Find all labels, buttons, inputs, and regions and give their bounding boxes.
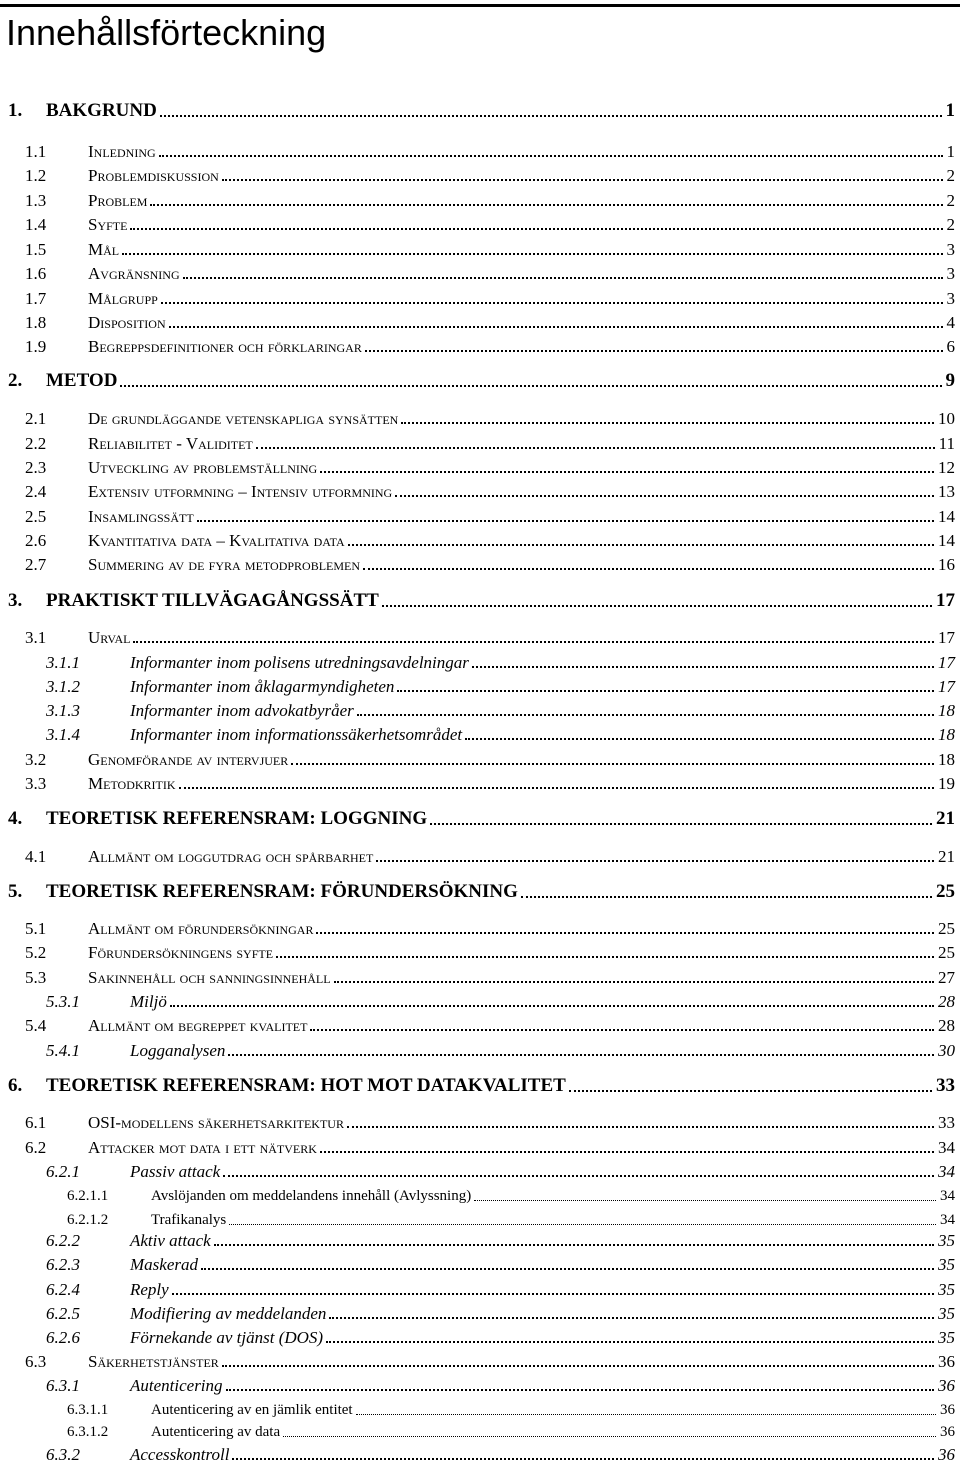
- toc-dot-leader: [397, 690, 934, 692]
- toc-entry-page: 19: [935, 775, 955, 792]
- toc-dot-leader: [334, 981, 934, 983]
- toc-dot-leader: [133, 641, 934, 643]
- top-rule: [0, 4, 960, 7]
- toc-entry[interactable]: [0, 238, 960, 260]
- toc-entry[interactable]: [0, 699, 960, 721]
- toc-entry[interactable]: [0, 626, 960, 648]
- toc-entry-page: 13: [935, 483, 955, 500]
- toc-dot-leader: [465, 738, 934, 740]
- toc-entry-page: 4: [944, 314, 956, 331]
- toc-entry-title: Aktiv attack: [130, 1231, 211, 1250]
- toc-entry-title: TEORETISK REFERENSRAM: HOT MOT DATAKVALITET: [46, 1075, 566, 1096]
- toc-entry-page: 1: [944, 143, 956, 160]
- toc-entry[interactable]: [0, 772, 960, 794]
- toc-entry-number: 5.3: [25, 968, 47, 987]
- toc-entry-title: Trafikanalys: [151, 1212, 227, 1228]
- toc-entry-number: 3.1.2: [46, 677, 80, 696]
- toc-entry[interactable]: [0, 845, 960, 867]
- toc-entry-page: 3: [944, 241, 956, 258]
- toc-entry-title: Kvantitativa data – Kvalitativa data: [88, 531, 345, 550]
- toc-entry-page: 6: [944, 338, 956, 355]
- toc-entry-page: 11: [936, 435, 955, 452]
- toc-entry-page: 34: [937, 1189, 955, 1204]
- toc-dot-leader: [326, 1341, 934, 1343]
- toc-entry-page: 1: [943, 101, 956, 120]
- toc-entry-page: 35: [935, 1329, 955, 1346]
- toc-entry[interactable]: [0, 1443, 960, 1465]
- toc-entry-title: Syfte: [88, 215, 128, 234]
- toc-dot-leader: [320, 471, 934, 473]
- toc-entry-number: 2.: [8, 370, 23, 391]
- toc-entry-number: 1.7: [25, 289, 47, 308]
- toc-entry[interactable]: [0, 723, 960, 745]
- toc-entry-title: Modifiering av meddelanden: [130, 1304, 327, 1323]
- toc-entry[interactable]: [0, 1350, 960, 1372]
- toc-entry[interactable]: [0, 189, 960, 211]
- toc-entry[interactable]: [0, 881, 960, 903]
- toc-entry-title: Förundersökningens syfte: [88, 943, 274, 962]
- toc-dot-leader: [376, 860, 934, 862]
- toc-entry-title: Extensiv utformning – Intensiv utformning: [88, 482, 393, 501]
- toc-entry-page: 16: [935, 556, 955, 573]
- toc-entry-number: 1.8: [25, 313, 47, 332]
- toc-dot-leader: [316, 932, 934, 934]
- toc-entry-page: 33: [933, 1076, 955, 1095]
- toc-dot-leader: [179, 787, 934, 789]
- toc-entry[interactable]: [0, 1075, 960, 1097]
- toc-dot-leader: [228, 1054, 934, 1056]
- toc-dot-leader: [365, 350, 943, 352]
- toc-entry[interactable]: [0, 335, 960, 357]
- toc-dot-leader: [161, 302, 943, 304]
- toc-entry-title: Informanter inom advokatbyråer: [130, 701, 354, 720]
- toc-entry-page: 35: [935, 1256, 955, 1273]
- toc-entry-title: Passiv attack: [130, 1162, 221, 1181]
- toc-entry[interactable]: [0, 1208, 960, 1230]
- toc-entry[interactable]: [0, 1398, 960, 1420]
- toc-entry-number: 5.3.1: [46, 992, 80, 1011]
- toc-entry[interactable]: [0, 1374, 960, 1396]
- toc-entry-page: 17: [935, 678, 955, 695]
- toc-entry-number: 5.: [8, 881, 23, 902]
- toc-entry-page: 28: [935, 1017, 955, 1034]
- toc-entry[interactable]: [0, 262, 960, 284]
- toc-dot-leader: [348, 544, 934, 546]
- toc-entry[interactable]: [0, 213, 960, 235]
- toc-entry-title: Målgrupp: [88, 289, 158, 308]
- toc-dot-leader: [183, 277, 943, 279]
- toc-entry-page: 25: [935, 920, 955, 937]
- toc-entry-title: METOD: [46, 370, 118, 391]
- toc-entry-title: Allmänt om loggutdrag och spårbarhet: [88, 847, 374, 866]
- toc-entry-number: 1.: [8, 100, 23, 121]
- toc-entry-page: 25: [935, 944, 955, 961]
- toc-entry[interactable]: [0, 1278, 960, 1300]
- toc-entry-page: 28: [935, 993, 955, 1010]
- toc-entry-page: 36: [937, 1425, 955, 1440]
- toc-entry-title: Problem: [88, 191, 148, 210]
- toc-entry-title: Allmänt om begreppet kvalitet: [88, 1016, 308, 1035]
- toc-entry-page: 17: [935, 654, 955, 671]
- toc-entry-page: 9: [943, 371, 956, 390]
- toc-entry-title: Accesskontroll: [130, 1445, 230, 1464]
- toc-dot-leader: [430, 823, 932, 825]
- toc-entry-number: 3.1.3: [46, 701, 80, 720]
- toc-entry-page: 35: [935, 1305, 955, 1322]
- toc-dot-leader: [170, 1005, 934, 1007]
- toc-dot-leader: [472, 666, 934, 668]
- toc-entry-page: 36: [937, 1403, 955, 1418]
- toc-entry-title: Genomförande av intervjuer: [88, 750, 289, 769]
- toc-entry-page: 2: [944, 216, 956, 233]
- toc-entry-title: Logganalysen: [130, 1041, 226, 1060]
- toc-entry-title: Autenticering av en jämlik entitet: [151, 1402, 353, 1418]
- toc-entry-number: 6.3.1: [46, 1376, 80, 1395]
- toc-entry[interactable]: [0, 456, 960, 478]
- toc-entry-page: 30: [935, 1042, 955, 1059]
- toc-entry-number: 6.3: [25, 1352, 47, 1371]
- toc-entry[interactable]: [0, 480, 960, 502]
- toc-entry-number: 1.1: [25, 142, 47, 161]
- toc-dot-leader: [172, 1293, 934, 1295]
- toc-entry-number: 6.2.1.2: [67, 1212, 109, 1228]
- toc-entry-title: Informanter inom informationssäkerhetsområdet: [130, 725, 463, 744]
- toc-entry-page: 14: [935, 508, 955, 525]
- toc-entry[interactable]: [0, 1014, 960, 1036]
- toc-entry-page: 18: [935, 702, 955, 719]
- toc-entry-title: De grundläggande vetenskapliga synsätten: [88, 409, 399, 428]
- toc-dot-leader: [122, 253, 943, 255]
- toc-entry-number: 2.5: [25, 507, 47, 526]
- toc-entry-page: 3: [944, 265, 956, 282]
- toc-entry-page: 33: [935, 1114, 955, 1131]
- toc-entry-page: 25: [933, 882, 955, 901]
- toc-entry-title: Insamlingssätt: [88, 507, 194, 526]
- toc-entry-number: 4.: [8, 808, 23, 829]
- toc-entry-number: 2.4: [25, 482, 47, 501]
- toc-dot-leader: [223, 1175, 934, 1177]
- toc-dot-leader: [197, 520, 934, 522]
- toc-entry[interactable]: [0, 370, 960, 392]
- toc-entry-title: TEORETISK REFERENSRAM: FÖRUNDERSÖKNING: [46, 881, 518, 902]
- toc-entry-title: Informanter inom polisens utredningsavdelningar: [130, 653, 469, 672]
- toc-entry-number: 1.9: [25, 337, 47, 356]
- toc-entry-title: Mål: [88, 240, 120, 259]
- toc-entry-number: 3.2: [25, 750, 47, 769]
- toc-entry-title: BAKGRUND: [46, 100, 157, 121]
- toc-entry[interactable]: [0, 1326, 960, 1348]
- toc-entry[interactable]: [0, 675, 960, 697]
- toc-entry-number: 2.2: [25, 434, 47, 453]
- toc-entry-title: Säkerhetstjänster: [88, 1352, 219, 1371]
- toc-entry-number: 5.2: [25, 943, 47, 962]
- toc-entry-page: 36: [935, 1377, 955, 1394]
- toc-entry[interactable]: [0, 164, 960, 186]
- toc-dot-leader: [356, 1414, 936, 1415]
- toc-entry-title: Urval: [88, 628, 131, 647]
- toc-entry-number: 6.2.2: [46, 1231, 80, 1250]
- toc-entry-title: Disposition: [88, 313, 166, 332]
- toc-entry-title: TEORETISK REFERENSRAM: LOGGNING: [46, 808, 428, 829]
- toc-entry-page: 17: [933, 591, 955, 610]
- toc-dot-leader: [320, 1151, 934, 1153]
- toc-dot-leader: [276, 956, 934, 958]
- toc-entry[interactable]: [0, 590, 960, 612]
- toc-dot-leader: [357, 714, 934, 716]
- toc-entry-number: 6.3.1.1: [67, 1402, 109, 1418]
- toc-entry-title: Förnekande av tjänst (DOS): [130, 1328, 324, 1347]
- toc-entry-title: Informanter inom åklagarmyndigheten: [130, 677, 395, 696]
- toc-entry-number: 1.4: [25, 215, 47, 234]
- toc-entry[interactable]: [0, 1160, 960, 1182]
- toc-entry-title: Allmänt om förundersökningar: [88, 919, 314, 938]
- toc-dot-leader: [226, 1389, 934, 1391]
- toc-entry-page: 34: [935, 1139, 955, 1156]
- toc-dot-leader: [160, 115, 942, 117]
- toc-entry[interactable]: [0, 311, 960, 333]
- toc-entry[interactable]: [0, 529, 960, 551]
- toc-dot-leader: [159, 155, 943, 157]
- toc-entry-page: 10: [935, 410, 955, 427]
- toc-entry-page: 34: [937, 1213, 955, 1228]
- toc-entry-number: 4.1: [25, 847, 47, 866]
- toc-dot-leader: [130, 228, 943, 230]
- toc-entry-number: 6.: [8, 1075, 23, 1096]
- toc-entry[interactable]: [0, 1039, 960, 1061]
- toc-entry-title: Attacker mot data i ett nätverk: [88, 1138, 317, 1157]
- toc-dot-leader: [229, 1224, 936, 1225]
- toc-entry-page: 21: [935, 848, 955, 865]
- toc-entry-title: Metodkritik: [88, 774, 176, 793]
- toc-entry[interactable]: [0, 553, 960, 575]
- toc-entry-title: Reply: [130, 1280, 169, 1299]
- toc-dot-leader: [382, 605, 932, 607]
- toc-entry-number: 3.1.1: [46, 653, 80, 672]
- toc-entry-number: 6.2.5: [46, 1304, 80, 1323]
- toc-entry-title: PRAKTISKT TILLVÄGAGÅNGSSÄTT: [46, 590, 379, 611]
- toc-entry[interactable]: [0, 651, 960, 673]
- toc-dot-leader: [201, 1268, 934, 1270]
- toc-entry-number: 2.6: [25, 531, 47, 550]
- toc-entry-number: 2.1: [25, 409, 47, 428]
- toc-entry-page: 18: [935, 751, 955, 768]
- toc-dot-leader: [120, 385, 942, 387]
- toc-entry-page: 3: [944, 290, 956, 307]
- toc-dot-leader: [310, 1029, 934, 1031]
- toc-entry[interactable]: [0, 748, 960, 770]
- toc-dot-leader: [329, 1317, 934, 1319]
- toc-entry-title: Miljö: [130, 992, 167, 1011]
- toc-dot-leader: [347, 1126, 934, 1128]
- toc-entry-title: Autenticering av data: [151, 1424, 281, 1440]
- toc-entry-page: 12: [935, 459, 955, 476]
- toc-entry-number: 6.2.6: [46, 1328, 80, 1347]
- toc-entry[interactable]: [0, 917, 960, 939]
- toc-dot-leader: [395, 495, 934, 497]
- toc-entry-title: Maskerad: [130, 1255, 198, 1274]
- toc-entry-title: Inledning: [88, 142, 156, 161]
- page-title: Innehållsförteckning: [6, 12, 327, 53]
- toc-entry[interactable]: [0, 1253, 960, 1275]
- toc-entry[interactable]: [0, 1184, 960, 1206]
- toc-entry[interactable]: [0, 966, 960, 988]
- toc-entry[interactable]: [0, 505, 960, 527]
- toc-entry-page: 2: [944, 167, 956, 184]
- toc-entry-page: 36: [935, 1353, 955, 1370]
- toc-dot-leader: [283, 1436, 936, 1437]
- toc-entry-title: Sakinnehåll och sanningsinnehåll: [88, 968, 331, 987]
- toc-entry-page: 34: [935, 1163, 955, 1180]
- toc-entry-title: OSI-modellens säkerhetsarkitektur: [88, 1113, 344, 1132]
- toc-entry-title: Reliabilitet - Validitet: [88, 434, 253, 453]
- toc-entry-title: Autenticering: [130, 1376, 223, 1395]
- toc-dot-leader: [169, 326, 943, 328]
- toc-entry-page: 17: [935, 629, 955, 646]
- toc-entry-number: 5.4.1: [46, 1041, 80, 1060]
- toc-entry-number: 6.2.1: [46, 1162, 80, 1181]
- toc-entry-number: 1.2: [25, 166, 47, 185]
- toc-entry[interactable]: [0, 1111, 960, 1133]
- toc-entry-page: 21: [933, 809, 955, 828]
- toc-entry-number: 6.2.4: [46, 1280, 80, 1299]
- toc-entry-number: 2.7: [25, 555, 47, 574]
- toc-entry-number: 5.1: [25, 919, 47, 938]
- toc-entry-number: 6.3.1.2: [67, 1424, 109, 1440]
- toc-entry-title: Utveckling av problemställning: [88, 458, 318, 477]
- toc-entry-number: 2.3: [25, 458, 47, 477]
- toc-dot-leader: [401, 422, 934, 424]
- toc-entry-page: 27: [935, 969, 955, 986]
- toc-dot-leader: [222, 179, 943, 181]
- toc-entry[interactable]: [0, 1136, 960, 1158]
- toc-entry[interactable]: [0, 941, 960, 963]
- toc-dot-leader: [474, 1200, 936, 1201]
- toc-entry-page: 35: [935, 1281, 955, 1298]
- toc-entry-page: 18: [935, 726, 955, 743]
- toc-entry-title: Avgränsning: [88, 264, 180, 283]
- toc-dot-leader: [521, 896, 932, 898]
- toc-entry[interactable]: [0, 1229, 960, 1251]
- toc-entry-page: 14: [935, 532, 955, 549]
- toc-entry-title: Avslöjanden om meddelandens innehåll (Avlyssning): [151, 1188, 472, 1204]
- toc-entry-title: Summering av de fyra metodproblemen: [88, 555, 361, 574]
- toc-entry[interactable]: [0, 287, 960, 309]
- toc-dot-leader: [569, 1090, 932, 1092]
- toc-entry[interactable]: [0, 1420, 960, 1442]
- toc-dot-leader: [256, 447, 935, 449]
- toc-entry-number: 1.3: [25, 191, 47, 210]
- toc-entry[interactable]: [0, 432, 960, 454]
- toc-entry[interactable]: [0, 808, 960, 830]
- toc-entry-number: 6.2.1.1: [67, 1188, 109, 1204]
- toc-entry[interactable]: [0, 407, 960, 429]
- toc-dot-leader: [291, 763, 934, 765]
- toc-entry-number: 6.2: [25, 1138, 47, 1157]
- toc-entry-number: 1.5: [25, 240, 47, 259]
- toc-entry-title: Problemdiskussion: [88, 166, 219, 185]
- toc-entry-page: 36: [935, 1446, 955, 1463]
- toc-entry[interactable]: [0, 990, 960, 1012]
- toc-entry-number: 6.3.2: [46, 1445, 80, 1464]
- toc-entry-number: 3.1.4: [46, 725, 80, 744]
- toc-entry-number: 1.6: [25, 264, 47, 283]
- toc-entry-number: 3.3: [25, 774, 47, 793]
- toc-entry[interactable]: [0, 140, 960, 162]
- toc-entry-number: 3.1: [25, 628, 47, 647]
- toc-dot-leader: [214, 1244, 934, 1246]
- toc-entry-number: 6.2.3: [46, 1255, 80, 1274]
- toc-entry-page: 35: [935, 1232, 955, 1249]
- toc-entry-number: 5.4: [25, 1016, 47, 1035]
- toc-entry-number: 6.1: [25, 1113, 47, 1132]
- toc-entry[interactable]: [0, 100, 960, 122]
- toc-dot-leader: [222, 1365, 934, 1367]
- toc-entry-page: 2: [944, 192, 956, 209]
- toc-entry-number: 3.: [8, 590, 23, 611]
- toc-entry-title: Begreppsdefinitioner och förklaringar: [88, 337, 362, 356]
- toc-dot-leader: [363, 568, 934, 570]
- toc-entry[interactable]: [0, 1302, 960, 1324]
- toc-dot-leader: [150, 204, 943, 206]
